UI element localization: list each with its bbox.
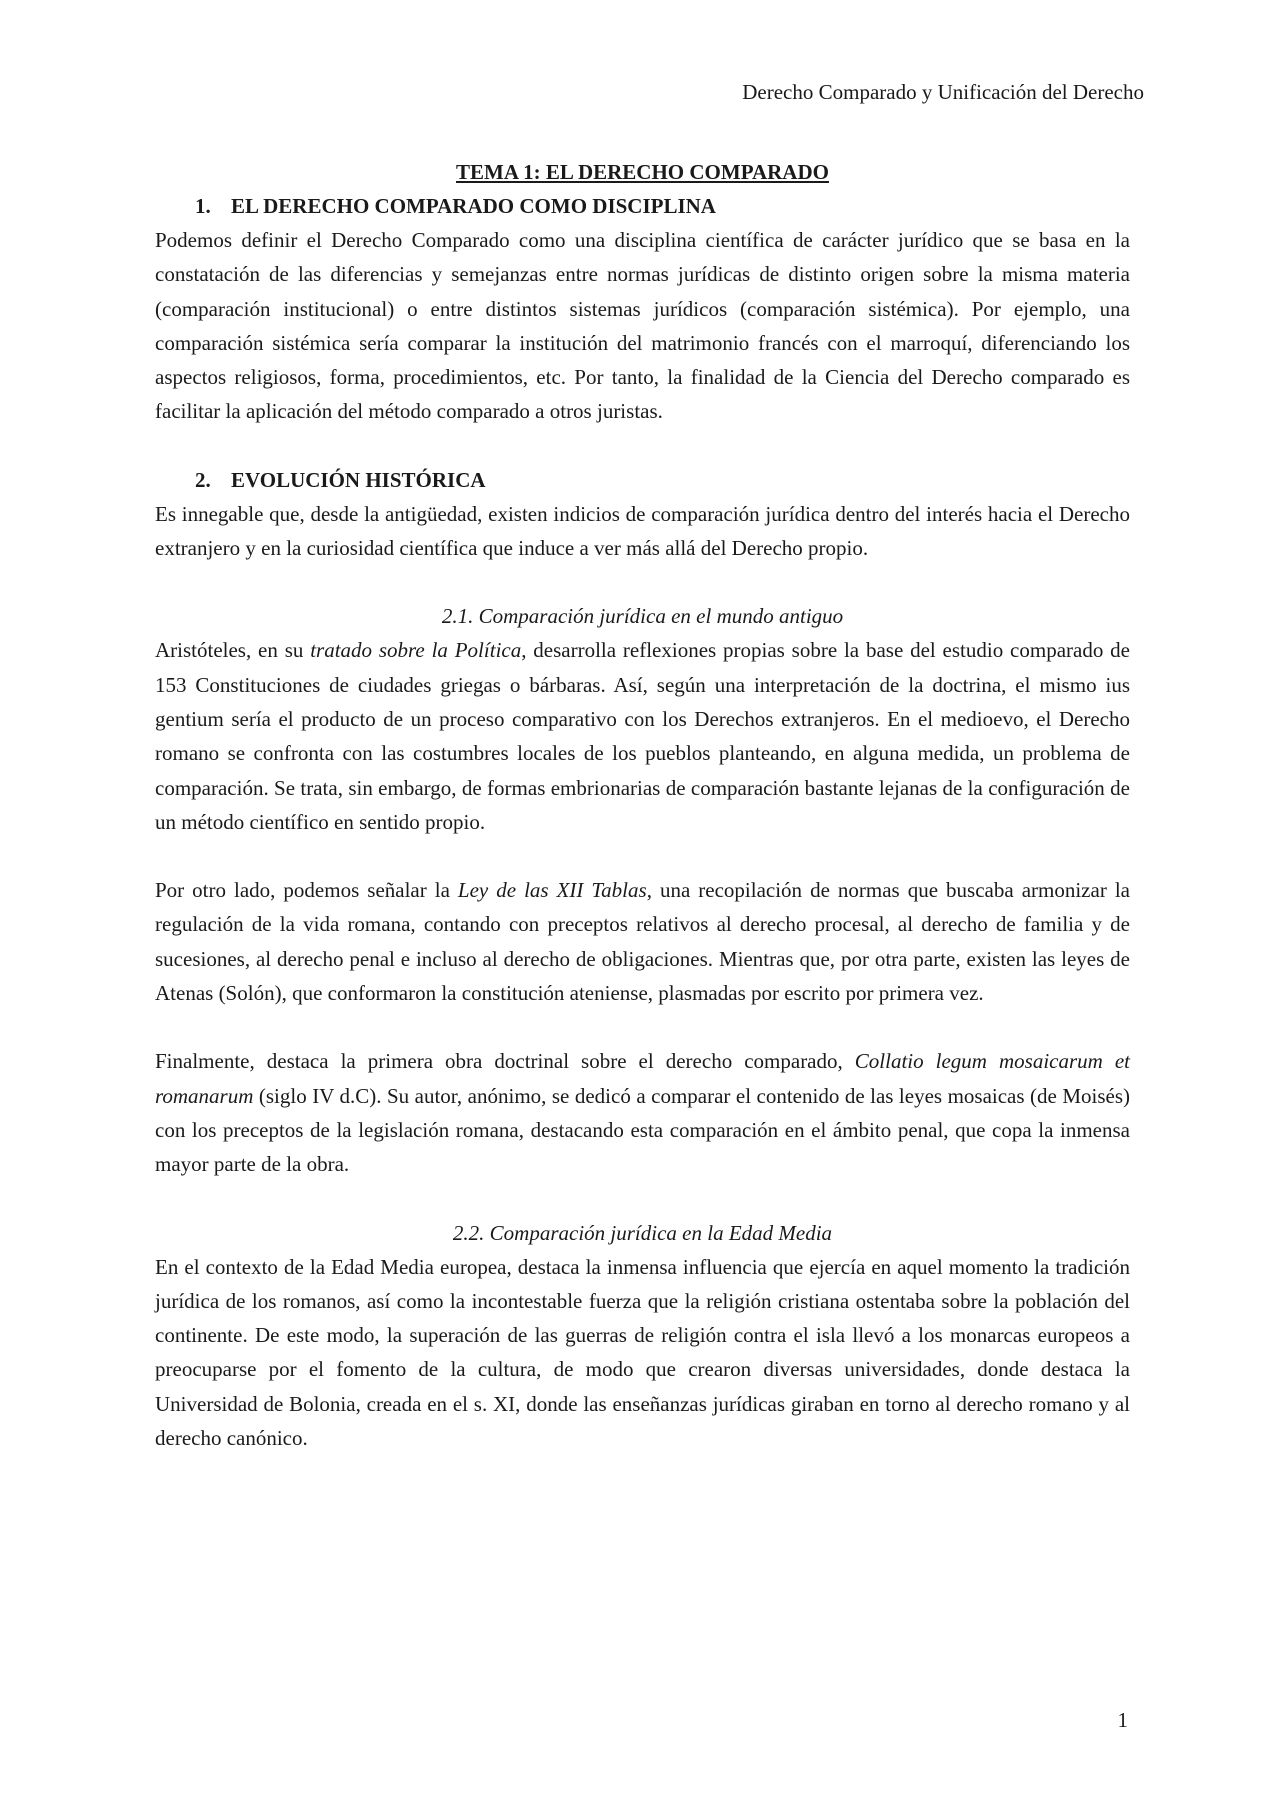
paragraph-xii-tablas: Por otro lado, podemos señalar la Ley de las XII Tablas, una recopilación de normas que buscaba armonizar la regulación de la vida romana, contando con preceptos relativos al derecho procesal, al derecho de familia y de sucesiones, al derecho penal e incluso al derecho de obligaciones. Mientras que, por otra parte, existen las leyes de Atenas (Solón), que conformaron la constitución ateniense, plasmadas por escrito por primera vez. xyxy=(155,878,1130,1006)
spacer xyxy=(155,1010,1130,1044)
section-title-2: EVOLUCIÓN HISTÓRICA xyxy=(231,467,486,492)
page-number: 1 xyxy=(1117,1708,1128,1732)
paragraph-evolution: Es innegable que, desde la antigüedad, existen indicios de comparación jurídica dentro del interés hacia el Derecho extranjero y en la curiosidad científica que induce a ver más allá del Derecho propio. xyxy=(155,501,1130,561)
section-heading-1 xyxy=(155,189,1130,223)
document-body xyxy=(155,155,1130,1455)
paragraph-collatio: Finalmente, destaca la primera obra doctrinal sobre el derecho comparado, Collatio legum mosaicarum et romanarum (siglo IV d.C). Su autor, anónimo, se dedicó a comparar el contenido de las leyes mosaicas (de Moisés) con los preceptos de la legislación romana, destacando esta comparación en el ámbito penal, que copa la inmensa mayor parte de la obra. xyxy=(155,1049,1130,1177)
spacer xyxy=(155,565,1130,599)
section-number-1: 1. xyxy=(195,194,211,218)
subsection-heading-2-1: 2.1. Comparación jurídica en el mundo antiguo xyxy=(441,604,844,629)
section-title-1: EL DERECHO COMPARADO COMO DISCIPLINA xyxy=(231,194,716,218)
section-heading-2 xyxy=(155,463,1130,497)
spacer xyxy=(155,839,1130,873)
paragraph-edad-media: En el contexto de la Edad Media europea, destaca la inmensa influencia que ejercía en aquel momento la tradición jurídica de los romanos, así como la incontestable fuerza que la religión cristiana ostentaba sobre la población del continente. De este modo, la superación de las guerras de religión contra el isla llevó a los monarcas europeos a preocuparse por el fomento de la cultura, de modo que crearon diversas universidades, donde destaca la Universidad de Bolonia, creada en el s. XI, donde las enseñanzas jurídicas giraban en torno al derecho romano y al derecho canónico. xyxy=(155,1254,1130,1451)
paragraph-aristoteles: Aristóteles, en su tratado sobre la Política, desarrolla reflexiones propias sobre la base del estudio comparado de 153 Constituciones de ciudades griegas o bárbaras. Así, según una interpretación de la doctrina, el mismo ius gentium sería el producto de un proceso comparativo con los Derechos extranjeros. En el medioevo, el Derecho romano se confronta con las costumbres locales de los pueblos planteando, en alguna medida, un problema de comparación. Se trata, sin embargo, de formas embrionarias de comparación bastante lejanas de la configuración de un método científico en sentido propio. xyxy=(155,638,1130,834)
page-title: TEMA 1: EL DERECHO COMPARADO xyxy=(456,160,829,184)
section-number-2: 2. xyxy=(195,467,211,492)
subsection-heading-2-2: 2.2. Comparación jurídica en la Edad Media xyxy=(452,1220,833,1245)
paragraph-definition: Podemos definir el Derecho Comparado como una disciplina científica de carácter jurídico que se basa en la constatación de las diferencias y semejanzas entre normas jurídicas de distinto origen sobre la misma materia (comparación institucional) o entre distintos sistemas jurídicos (comparación sistémica). Por ejemplo, una comparación sistémica sería comparar la institución del matrimonio francés con el marroquí, diferenciando los aspectos religiosos, forma, procedimientos, etc. Por tanto, la finalidad de la Ciencia del Derecho comparado es facilitar la aplicación del método comparado a otros juristas. xyxy=(155,228,1130,424)
running-header: Derecho Comparado y Unificación del Derecho xyxy=(742,80,1144,104)
spacer xyxy=(155,429,1130,463)
spacer xyxy=(155,1182,1130,1216)
